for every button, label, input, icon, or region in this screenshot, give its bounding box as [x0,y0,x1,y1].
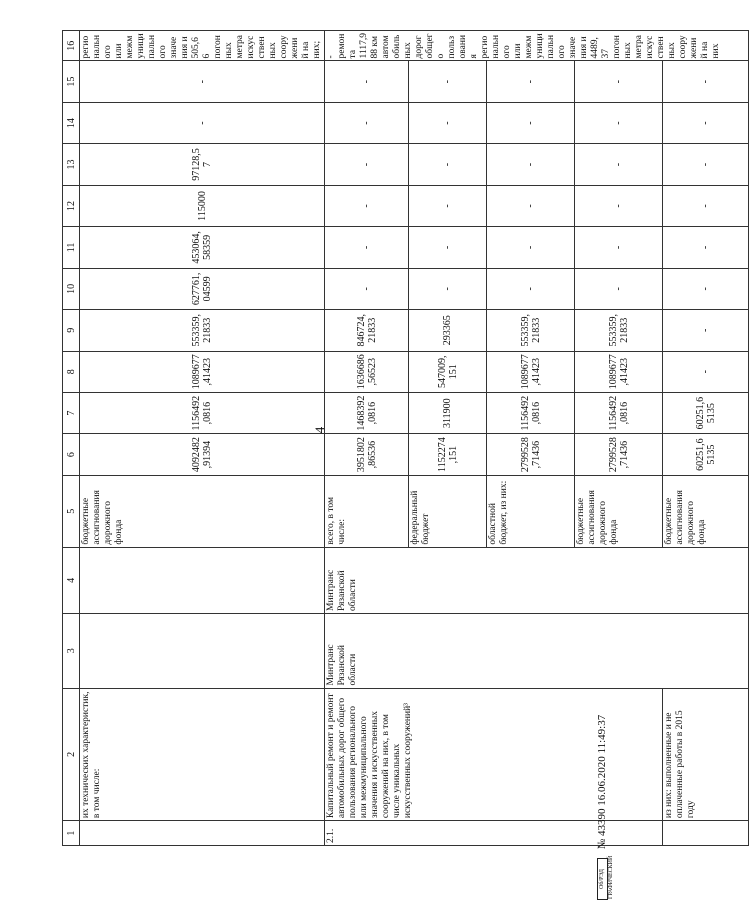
amount-year-cell: 1089677,41423 [487,351,575,392]
funding-source-cell: областной бюджет, из них: [487,475,575,547]
stamp-logo [597,855,614,900]
amount-year-cell: - [487,144,575,185]
amount-year-cell: 553359,21833 [575,310,663,351]
amount-year-cell: - [409,268,487,309]
amount-year-cell: 115000 [80,185,325,226]
amount-year-cell: - [663,144,749,185]
executor-cell [80,613,325,688]
amount-year-cell: - [575,268,663,309]
row-number-cell: 2.1. [325,821,663,846]
amount-year-cell: 1156492,0816 [487,392,575,433]
header-cell: 12 [63,185,80,226]
amount-year-cell: 553359,21833 [487,310,575,351]
amount-year-cell: - [487,268,575,309]
amount-year-cell: - [663,227,749,268]
amount-year-cell: - [663,351,749,392]
amount-year-cell: 1089677,41423 [80,351,325,392]
amount-year-cell: 60251,65135 [663,392,749,433]
amount-year-cell: - [487,185,575,226]
amount-total-cell: 1152274,151 [409,434,487,475]
amount-year-cell: - [663,61,749,102]
header-cell: 2 [63,688,80,821]
executor-cell: Минтранс Рязанской области [325,613,749,688]
header-cell: 3 [63,613,80,688]
amount-year-cell: 846724,21833 [325,310,409,351]
amount-year-cell: 453064,58359 [80,227,325,268]
table-row [663,31,749,846]
amount-year-cell: - [80,61,325,102]
amount-year-cell: - [325,144,409,185]
header-cell: 4 [63,547,80,613]
funding-source-cell: всего, в том числе: [325,475,409,547]
amount-year-cell: 1156492,0816 [80,392,325,433]
header-cell: 9 [63,310,80,351]
amount-total-cell: 2799528,71436 [575,434,663,475]
amount-year-cell: - [325,102,409,143]
amount-year-cell: - [80,102,325,143]
amount-year-cell: 553359,21833 [80,310,325,351]
amount-year-cell: - [325,61,409,102]
amount-year-cell: - [663,185,749,226]
table-header-row [63,31,80,846]
amount-total-cell: 4092482,91394 [80,434,325,475]
amount-year-cell: 311900 [409,392,487,433]
result-cell: регионального или межмуниципального значения и 505,66 погонных метра искусственных сооружений на них; [80,31,325,61]
header-cell: 1 [63,821,80,846]
amount-total-cell: 3951802,86536 [325,434,409,475]
amount-year-cell: 1636686,56523 [325,351,409,392]
amount-year-cell: - [487,102,575,143]
header-cell: 5 [63,475,80,547]
amount-year-cell: - [575,227,663,268]
amount-year-cell: - [325,227,409,268]
funding-source-cell: бюджетные ассигнования дорожного фонда [663,475,749,547]
amount-year-cell: 627761,04599 [80,268,325,309]
description-cell: из них: выполненные и не оплаченные работы в 2015 году [663,688,749,821]
amount-year-cell: - [409,185,487,226]
row-number-cell [663,821,749,846]
funding-source-cell: бюджетные ассигнования дорожного фонда [80,475,325,547]
amount-year-cell: - [409,227,487,268]
amount-year-cell: - [409,61,487,102]
header-cell: 16 [63,31,80,61]
amount-total-cell: 60251,65135 [663,434,749,475]
stamp-text: № 43390 16.06.2020 11:49:37 [596,714,608,850]
amount-year-cell: 547009,151 [409,351,487,392]
result-cell: - ремонта 1117,988 км автомобильных дорог общего пользования регионального или межмуниципального значения и 4489,37 погонных метра искусственных сооружений на них [325,31,749,61]
page-number: 4 [312,426,327,434]
amount-year-cell: - [325,185,409,226]
amount-year-cell: - [325,268,409,309]
amount-year-cell: - [575,102,663,143]
amount-year-cell: - [409,102,487,143]
header-cell: 10 [63,268,80,309]
stamp-logo-bottom: ГРАФИЧЕСКИЙ [607,855,614,899]
header-cell: 6 [63,434,80,475]
funding-source-cell: бюджетные ассигнования дорожного фонда [575,475,663,547]
amount-year-cell: 1156492,0816 [575,392,663,433]
header-cell: 15 [63,61,80,102]
amount-total-cell: 2799528,71436 [487,434,575,475]
amount-year-cell: - [663,102,749,143]
description-cell: Капитальный ремонт и ремонт автомобильных дорог общего пользования регионального или межмуниципального значения и искусственных сооружений на них, в том числе уникальных искусственных сооружений³ [325,688,663,821]
table-row [80,31,325,846]
amount-year-cell: - [663,310,749,351]
amount-year-cell: - [575,144,663,185]
amount-year-cell: 1089677,41423 [575,351,663,392]
header-cell: 7 [63,392,80,433]
funding-source-cell: федеральный бюджет [409,475,487,547]
budget-table [62,30,749,846]
amount-year-cell: - [575,185,663,226]
table-row [325,31,409,846]
header-cell: 8 [63,351,80,392]
amount-year-cell: - [663,268,749,309]
description-cell: их технических характеристик, в том числе: [80,688,325,821]
amount-year-cell: - [409,144,487,185]
amount-year-cell: - [575,61,663,102]
header-cell: 13 [63,144,80,185]
amount-year-cell: - [487,227,575,268]
coexecutor-cell: Минтранс Рязанской области [325,547,749,613]
coexecutor-cell [80,547,325,613]
amount-year-cell: 1468392,0816 [325,392,409,433]
header-cell: 11 [63,227,80,268]
row-number-cell [80,821,325,846]
stamp-logo-top: Об/РЭД [598,869,605,889]
amount-year-cell: 97128,57 [80,144,325,185]
header-cell: 14 [63,102,80,143]
amount-year-cell: - [487,61,575,102]
amount-year-cell: 293365 [409,310,487,351]
